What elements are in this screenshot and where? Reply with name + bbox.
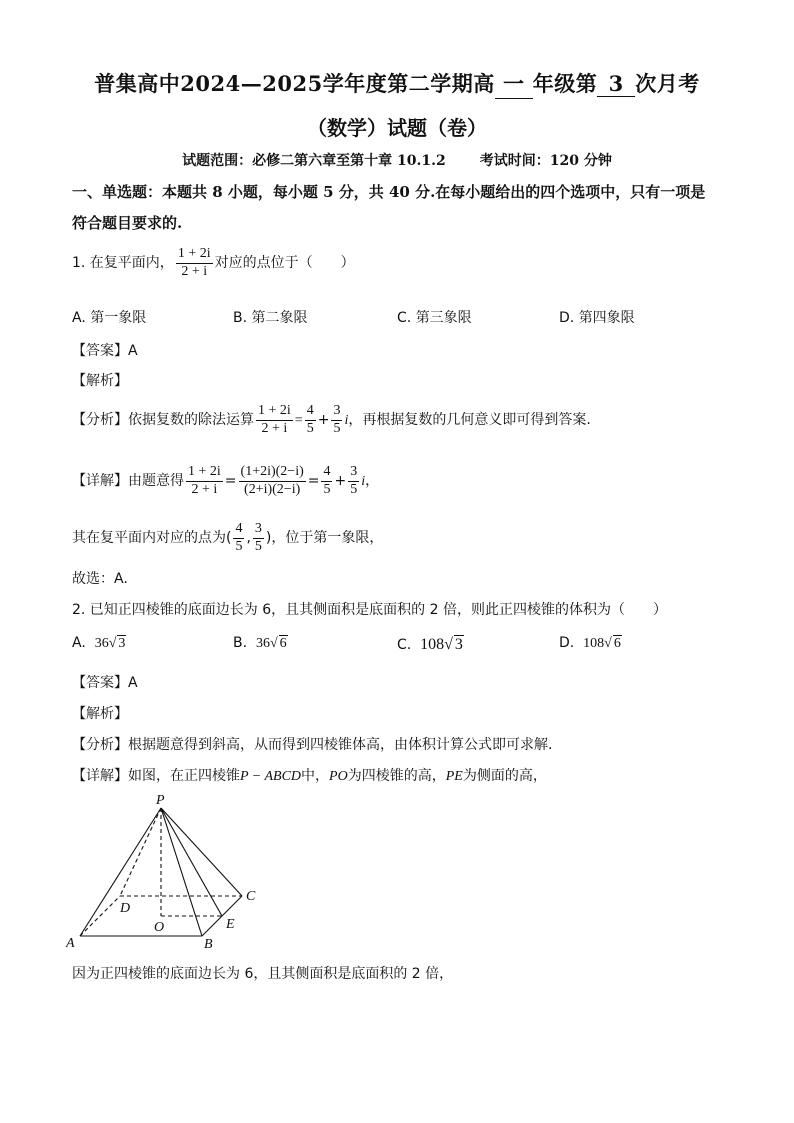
edge-ad — [80, 896, 120, 936]
question-2-stem: 2. 已知正四棱锥的底面边长为 6，且其侧面积是底面积的 2 倍，则此正四棱锥的体积为（ ） — [72, 602, 667, 618]
q2-option-d: D. 108√ 6 — [559, 635, 621, 651]
page-subtitle: （数学）试题（卷） — [307, 116, 487, 140]
label-c: C — [246, 889, 256, 904]
q1-frac-num: 1 + 2i — [176, 247, 213, 264]
title-suffix: 次月考 — [635, 71, 700, 96]
exam-info — [0, 150, 794, 170]
q2-answer: 【答案】A — [72, 675, 138, 691]
label-o: O — [154, 920, 165, 935]
label-a: A — [66, 936, 75, 951]
q2-option-b: B. 36√ 6 — [233, 635, 287, 651]
edge-pb — [161, 808, 202, 936]
q2-jiexi: 【解析】 — [72, 706, 128, 722]
q1-option-a: A. 第一象限 — [72, 310, 147, 326]
q1-choose: 故选：A. — [72, 571, 128, 587]
title-prefix: 普集高中2024—2025学年度第二学期高 — [94, 71, 495, 96]
edge-pc — [161, 808, 242, 896]
question-1-stem — [72, 247, 355, 279]
edge-pd — [120, 808, 161, 896]
label-p: P — [156, 793, 165, 808]
round-blank: 3 — [597, 71, 635, 97]
edge-pa — [80, 808, 161, 936]
q1-jiexi: 【解析】 — [72, 373, 128, 389]
label-d: D — [120, 901, 131, 916]
q1-prefix: 1. 在复平面内， — [72, 255, 174, 272]
q2-last-line: 因为正四棱锥的底面边长为 6，且其侧面积是底面积的 2 倍， — [72, 966, 454, 982]
q1-suffix: 对应的点位于（ ） — [214, 255, 355, 272]
q1-analysis: 【分析】依据复数的除法运算 $\frac{1 + 2i}{2 + i}$ = $\frac{4}{5}$ + $\frac{3}{5}$ i，再根据复数的几何意义即可得到答案. — [72, 403, 591, 436]
q1-fraction — [176, 247, 213, 279]
q1-answer: 【答案】A — [72, 343, 138, 359]
page-title — [0, 68, 794, 99]
label-e: E — [226, 917, 235, 932]
q1-point: 其在复平面内对应的点为( $\frac{4}{5}$ , $\frac{3}{5}$ )，位于第一象限， — [72, 521, 384, 554]
q1-option-d: D. 第四象限 — [559, 310, 635, 326]
section-instructions-cont: 符合题目要求的. — [72, 214, 183, 232]
q1-frac-den: 2 + i — [181, 263, 208, 279]
q2-detail: 【详解】如图，在正四棱锥P − ABCD中，PO为四棱锥的高，PE为侧面的高， — [72, 768, 547, 784]
grade-blank: 一 — [495, 68, 533, 99]
q2-option-a: A. 36√ 3 — [72, 635, 126, 651]
label-b: B — [204, 937, 213, 952]
q2-option-c: C. 108√ 3 — [397, 636, 463, 653]
title-middle: 年级第 — [532, 71, 598, 96]
q1-option-c: C. 第三象限 — [397, 310, 472, 326]
slant-pe — [161, 808, 222, 916]
section-instructions: 一、单选题：本题共 8 小题，每小题 5 分，共 40 分.在每小题给出的四个选项中，只有一项是 — [72, 183, 706, 201]
exam-scope: 试题范围：必修二第六章至第十章 10.1.2 — [182, 153, 446, 169]
q1-option-b: B. 第二象限 — [233, 310, 308, 326]
q1-detail: 【详解】由题意得 $\frac{1 + 2i}{2 + i}$ = $\frac{(1+2i)(2-i)}{(2+i)(2-i)}$ = $\frac{4}{5}$ + $\frac{3}{5}$ i， — [72, 464, 380, 497]
q2-analysis: 【分析】根据题意得到斜高，从而得到四棱锥体高，由体积计算公式即可求解. — [72, 737, 553, 753]
exam-time: 考试时间：120 分钟 — [479, 153, 612, 169]
pyramid-figure — [62, 792, 272, 952]
